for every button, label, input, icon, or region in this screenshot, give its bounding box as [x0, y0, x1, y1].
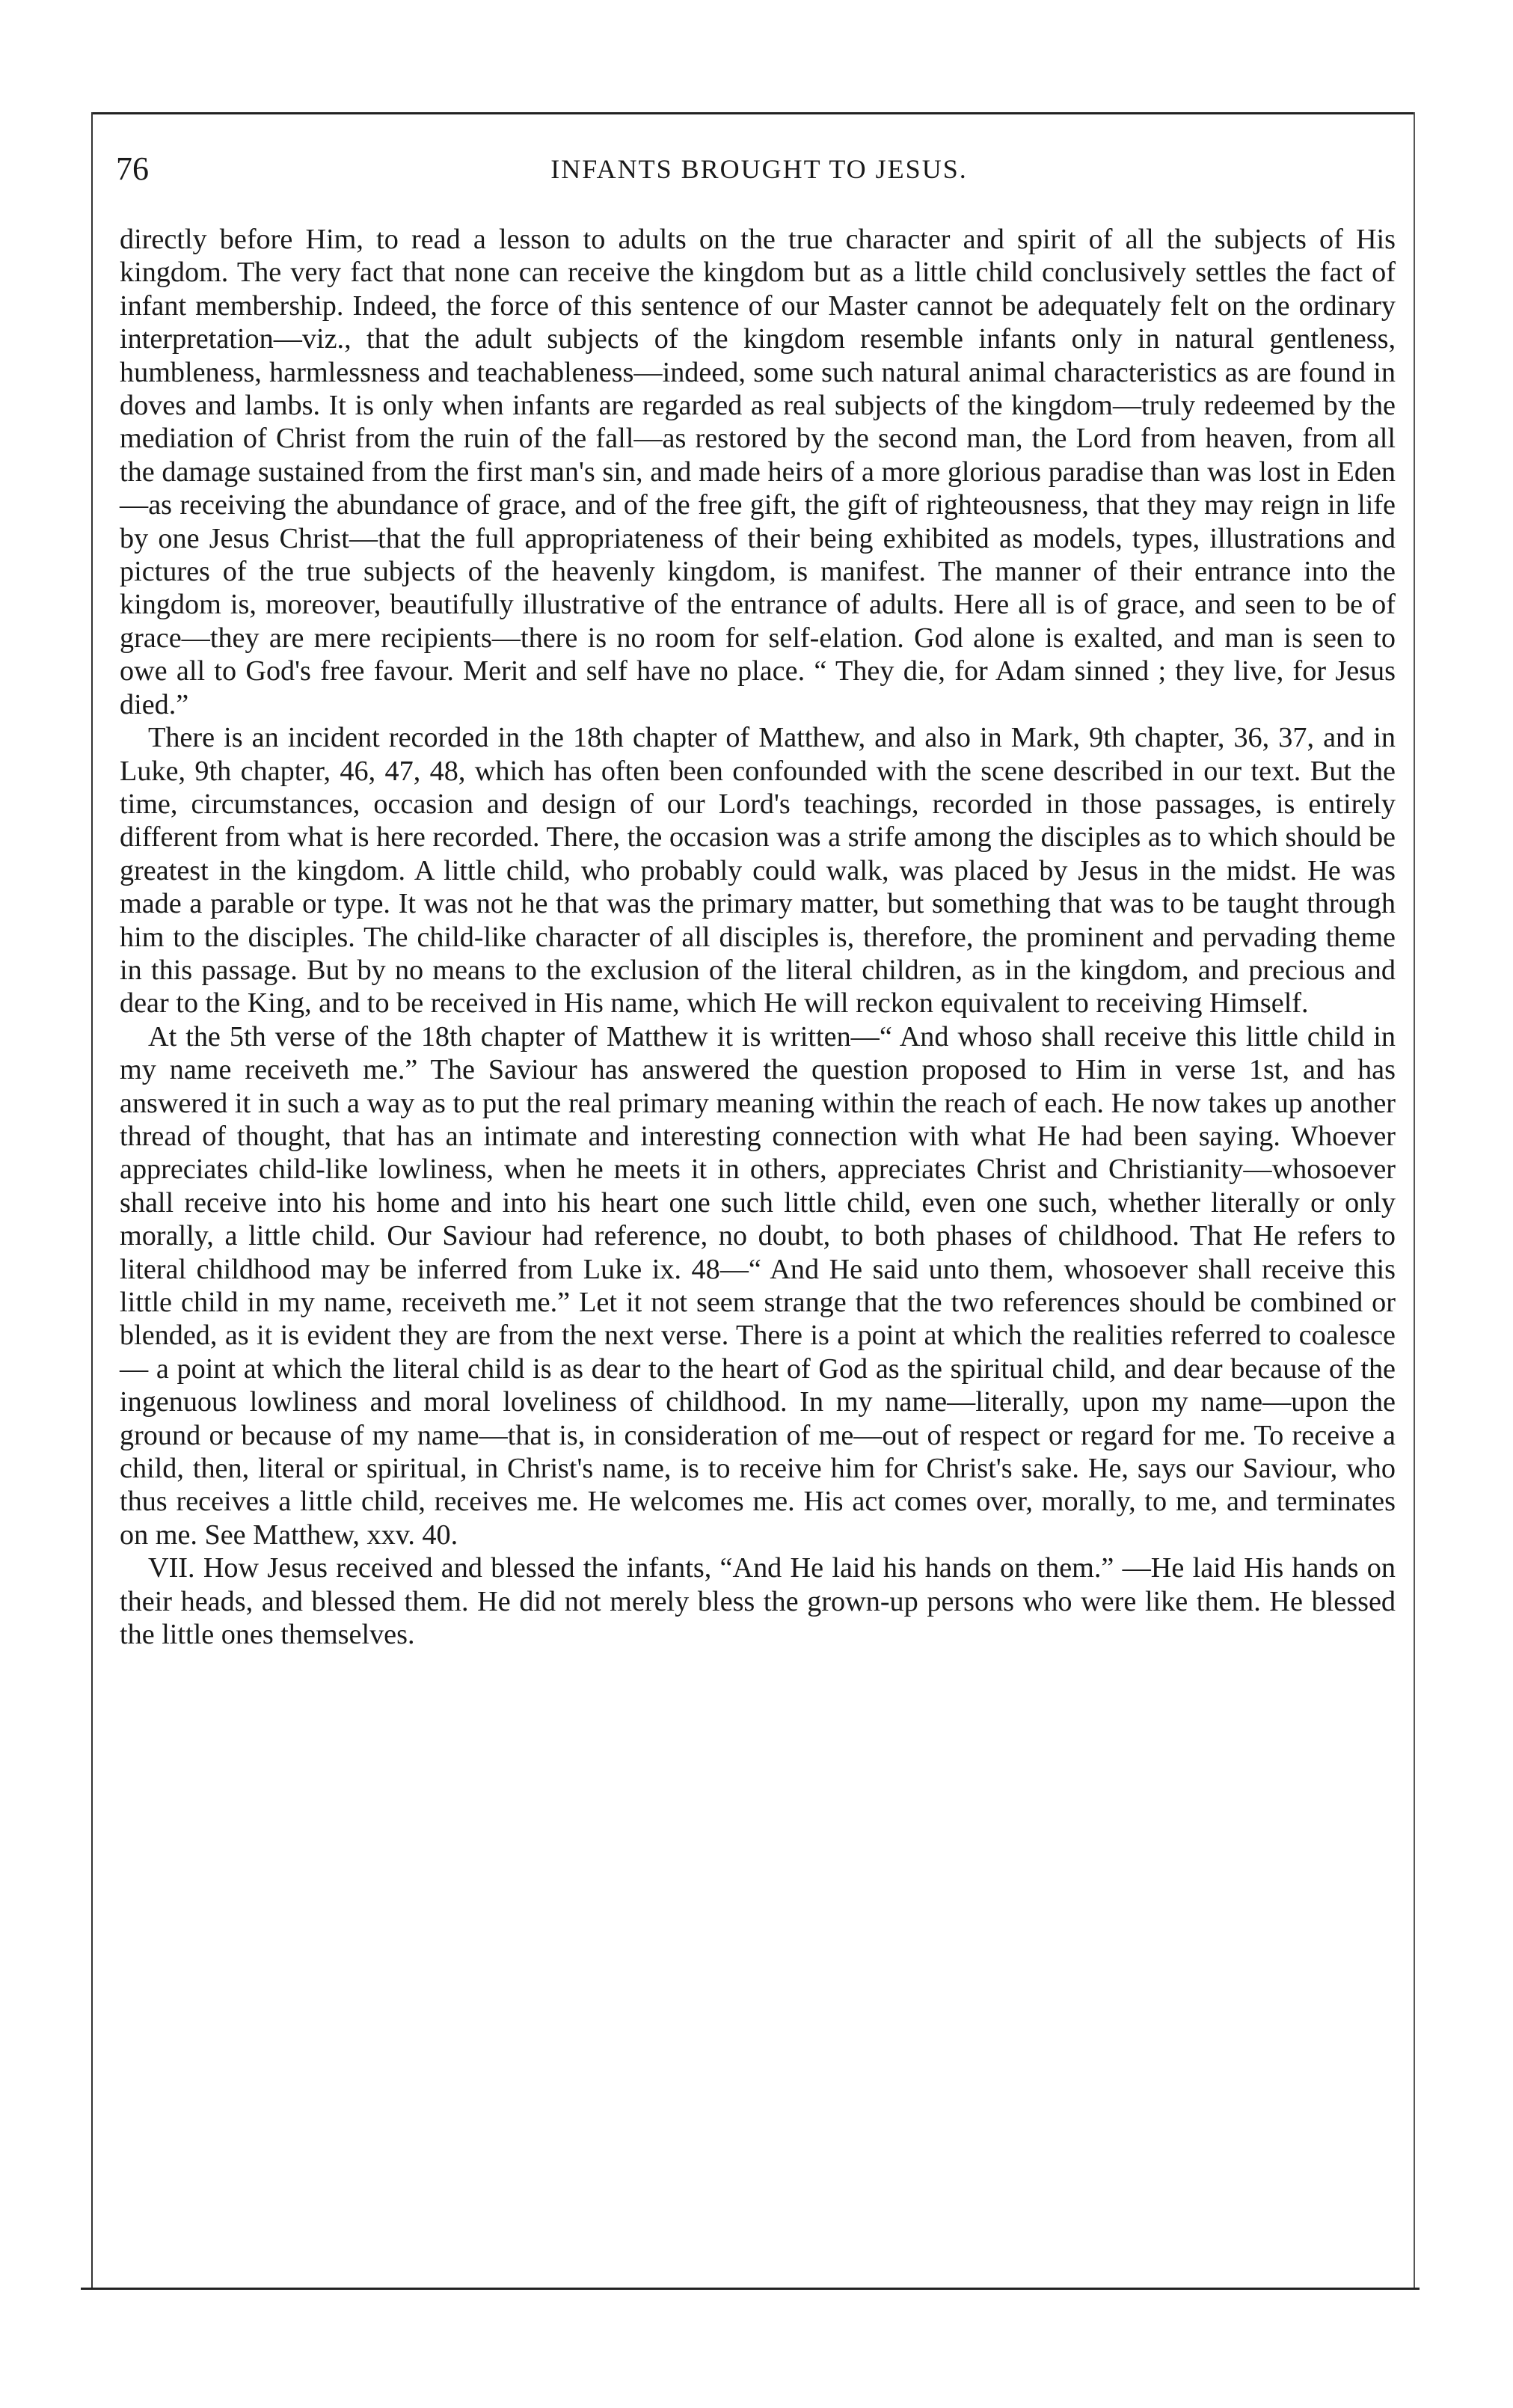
page-number: 76 [116, 150, 149, 187]
running-title: INFANTS BROUGHT TO JESUS. [550, 154, 968, 184]
paragraph-1: directly before Him, to read a lesson to adults on the true character and spirit of all the subjects of His kingdom. The very fact that none can receive the kingdom but as a little child conclusively settles the fact of infant membership. Indeed, the force of this sentence of our Master cannot be adequately felt on the ordinary interpretation—viz., that the adult subjects of the kingdom resemble infants only in natural gentleness, humbleness, harmlessness and teachableness—indeed, some such natural animal characteristics as are found in doves and lambs. It is only when infants are regarded as real subjects of the kingdom—truly redeemed by the mediation of Christ from the ruin of the fall—as restored by the second man, the Lord from heaven, from all the damage sustained from the first man's sin, and made heirs of a more glorious paradise than was lost in Eden—as receiving the abundance of grace, and of the free gift, the gift of righteousness, that they may reign in life by one Jesus Christ—that the full appropriateness of their being exhibited as models, types, illustrations and pictures of the true subjects of the heavenly kingdom, is manifest. The manner of their entrance into the kingdom is, moreover, beautifully illustrative of the entrance of adults. Here all is of grace, and seen to be of grace—they are mere recipients—there is no room for self-elation. God alone is exalted, and man is seen to owe all to God's free favour. Merit and self have no place. “ They die, for Adam sinned ; they live, for Jesus died.” [120, 224, 1396, 720]
right-border-rule [1414, 112, 1415, 2288]
paragraph-4: VII. How Jesus received and blessed the infants, “And He laid his hands on them.” —He laid His hands on their heads, and blessed them. He did not merely bless the grown-up persons who were like them. He blessed the little ones themselves. [120, 1552, 1396, 1651]
bottom-border-rule [81, 2288, 1420, 2290]
paragraph-3: At the 5th verse of the 18th chapter of Matthew it is written—“ And whoso shall receive this little child in my name receiveth me.” The Saviour has answered the question proposed to Him in verse 1st, and has answered it in such a way as to put the real primary meaning within the reach of each. He now takes up another thread of thought, that has an intimate and interesting connection with what He had been saying. Whoever appreciates child-like lowliness, when he meets it in others, appreciates Christ and Christianity—whosoever shall receive into his home and into his heart one such little child, even one such, whether literally or only morally, a little child. Our Saviour had reference, no doubt, to both phases of childhood. That He refers to literal childhood may be inferred from Luke ix. 48—“ And He said unto them, whosoever shall receive this little child in my name, receiveth me.” Let it not seem strange that the two references should be combined or blended, as it is evident they are from the next verse. There is a point at which the realities referred to coalesce— a point at which the literal child is as dear to the heart of God as the spiritual child, and dear because of the ingenuous lowliness and moral loveliness of childhood. In my name—literally, upon my name—upon the ground or because of my name—that is, in consideration of me—out of respect or regard for me. To receive a child, then, literal or spiritual, in Christ's name, is to receive him for Christ's sake. He, says our Saviour, who thus receives a little child, receives me. He welcomes me. His act comes over, morally, to me, and terminates on me. See Matthew, xxv. 40. [120, 1020, 1396, 1551]
body-text [120, 223, 1396, 1651]
paragraph-2: There is an incident recorded in the 18th chapter of Matthew, and also in Mark, 9th chapter, 36, 37, and in Luke, 9th chapter, 46, 47, 48, which has often been confounded with the scene described in our text. But the time, circumstances, occasion and design of our Lord's teachings, recorded in those passages, is entirely different from what is here recorded. There, the occasion was a strife among the disciples as to which should be greatest in the kingdom. A little child, who probably could walk, was placed by Jesus in the midst. He was made a parable or type. It was not he that was the primary matter, but something that was to be taught through him to the disciples. The child-like character of all disciples is, therefore, the prominent and pervading theme in this passage. But by no means to the exclusion of the literal children, as in the kingdom, and precious and dear to the King, and to be received in His name, which He will reckon equivalent to receiving Himself. [120, 722, 1396, 1020]
page-header [116, 150, 1402, 194]
left-border-rule [91, 112, 93, 2288]
top-border-rule [91, 112, 1415, 114]
